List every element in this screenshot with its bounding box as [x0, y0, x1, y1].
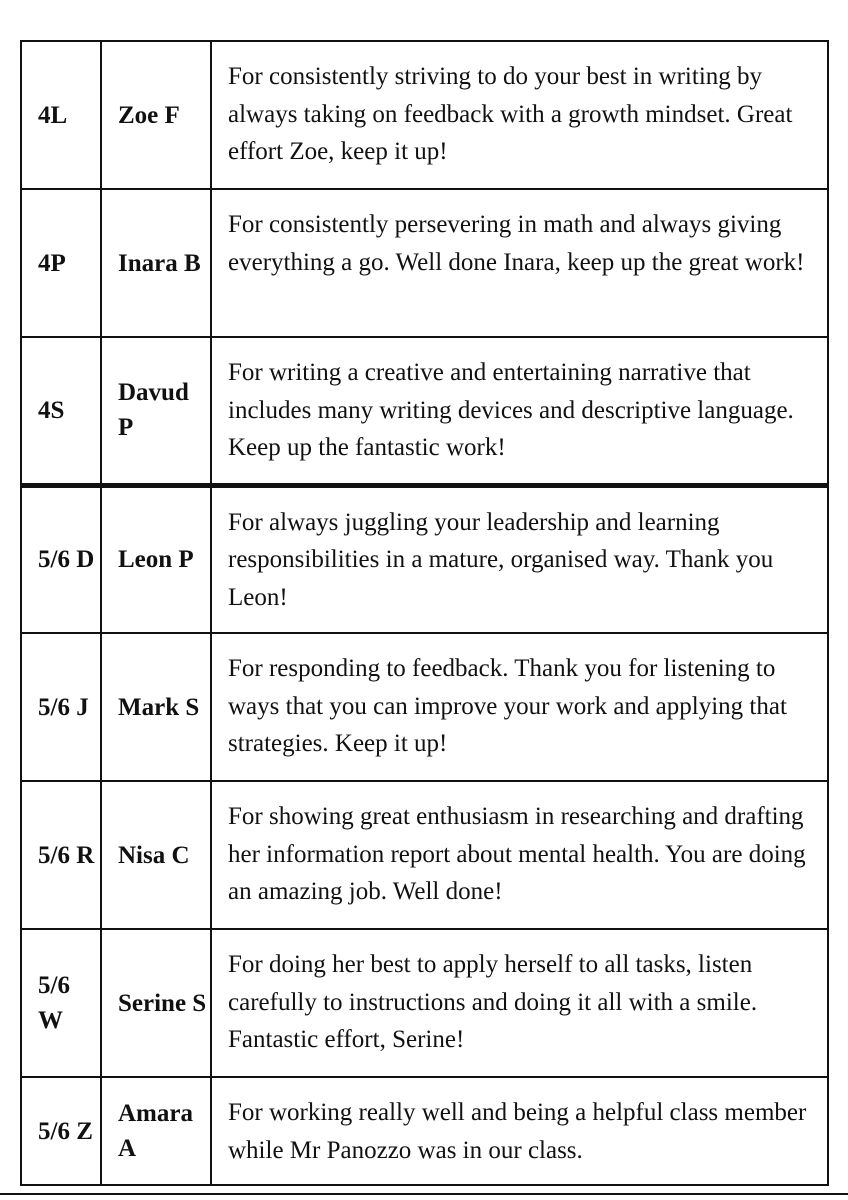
- student-name-cell: Zoe F: [101, 41, 211, 189]
- student-name-cell: Mark S: [101, 633, 211, 781]
- student-name-cell: Leon P: [101, 485, 211, 633]
- awards-table: [20, 40, 829, 1186]
- bottom-divider: [0, 1193, 848, 1195]
- class-cell: 5/6 J: [21, 633, 101, 781]
- class-cell: 5/6 R: [21, 781, 101, 929]
- table-row: [21, 41, 828, 189]
- table-row: [21, 781, 828, 929]
- table-row: [21, 189, 828, 337]
- class-cell: 5/6 D: [21, 485, 101, 633]
- class-cell: 5/6 W: [21, 929, 101, 1077]
- student-name-cell: Amara A: [101, 1077, 211, 1185]
- student-name-cell: Nisa C: [101, 781, 211, 929]
- student-name-cell: Davud P: [101, 337, 211, 485]
- table-row: [21, 485, 828, 633]
- award-reason-cell: For writing a creative and entertaining narrative that includes many writing devices and descriptive language. Keep up the fantastic work!: [211, 337, 828, 485]
- class-cell: 4P: [21, 189, 101, 337]
- table-row: [21, 929, 828, 1077]
- table-row: [21, 633, 828, 781]
- student-name-cell: Inara B: [101, 189, 211, 337]
- class-cell: 4S: [21, 337, 101, 485]
- class-cell: 5/6 Z: [21, 1077, 101, 1185]
- award-reason-cell: For consistently persevering in math and always giving everything a go. Well done Inara, keep up the great work!: [211, 189, 828, 337]
- awards-table-body: [21, 41, 828, 1185]
- award-reason-cell: For showing great enthusiasm in researching and drafting her information report about mental health. You are doing an amazing job. Well done!: [211, 781, 828, 929]
- award-reason-cell: For responding to feedback. Thank you for listening to ways that you can improve your work and applying that strategies. Keep it up!: [211, 633, 828, 781]
- award-reason-cell: For always juggling your leadership and learning responsibilities in a mature, organised way. Thank you Leon!: [211, 485, 828, 633]
- award-reason-cell: For doing her best to apply herself to all tasks, listen carefully to instructions and doing it all with a smile. Fantastic effort, Serine!: [211, 929, 828, 1077]
- student-name-cell: Serine S: [101, 929, 211, 1077]
- award-reason-cell: For working really well and being a helpful class member while Mr Panozzo was in our class.: [211, 1077, 828, 1185]
- class-cell: 4L: [21, 41, 101, 189]
- table-row: [21, 337, 828, 485]
- award-reason-cell: For consistently striving to do your best in writing by always taking on feedback with a growth mindset. Great effort Zoe, keep it up!: [211, 41, 828, 189]
- table-row: [21, 1077, 828, 1185]
